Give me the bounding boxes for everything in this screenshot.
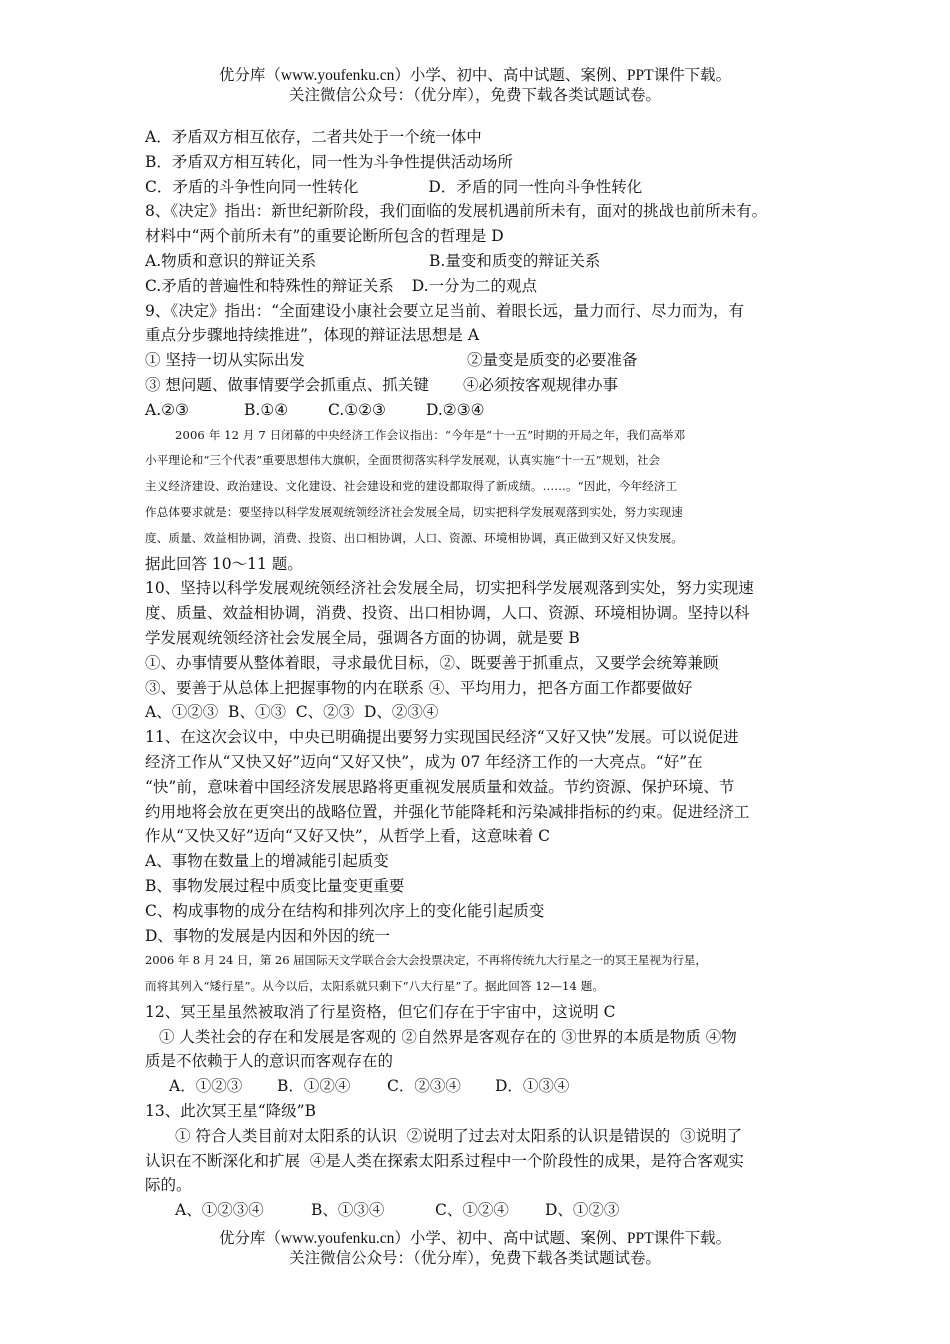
q10-statements-12: ①、办事情要从整体着眼，寻求最优目标，②、既要善于抓重点，又要学会统筹兼顾 bbox=[145, 653, 719, 672]
header-line-2: 关注微信公众号：（优分库），免费下载各类试题试卷。 bbox=[288, 87, 661, 104]
q11-option-c: C、构成事物的成分在结构和排列次序上的变化能引起质变 bbox=[145, 901, 545, 920]
q12-choice-d: D．①③④ bbox=[495, 1077, 570, 1096]
material2-line-1: 2006 年 8 月 24 日，第 26 届国际天文学联合会大会投票决定，不再将传统九大行星之一的冥王星视为行星， bbox=[145, 953, 707, 968]
q7-option-a: A．矛盾双方相互依存，二者共处于一个统一体中 bbox=[145, 128, 482, 146]
header-line-1: 优分库（www.youfenku.cn）小学、初中、高中试题、案例、PPT课件下载。 bbox=[218, 67, 732, 84]
material2-line-2: 而将其列入“矮行星”。从今以后，太阳系就只剩下“八大行星”了。据此回答 12—14 题。 bbox=[145, 979, 605, 994]
q8-option-c: C.矛盾的普遍性和特殊性的辩证关系 bbox=[145, 276, 394, 295]
q8-options-cd bbox=[145, 274, 813, 299]
q11-stem-line-1: 11、在这次会议中，中央已明确提出要努力实现国民经济“又好又快”发展。可以说促进 bbox=[145, 728, 739, 747]
page-header bbox=[0, 66, 950, 106]
q9-statement-1: ① 坚持一切从实际出发 bbox=[145, 351, 305, 370]
q9-statements-12 bbox=[145, 348, 813, 373]
material1-line-3: 主义经济建设、政治建设、文化建设、社会建设和党的建设都取得了新成绩。……。“因此，今年经济工 bbox=[145, 479, 678, 494]
q11-option-a: A、事物在数量上的增减能引起质变 bbox=[145, 852, 389, 871]
q11-option-b: B、事物发展过程中质变比量变更重要 bbox=[145, 876, 405, 895]
material1-line-1: 2006 年 12 月 7 日闭幕的中央经济工作会议指出：“今年是“十一五”时期的开局之年，我们高举邓 bbox=[175, 427, 686, 442]
q9-statements-34 bbox=[145, 373, 813, 398]
q8-options-ab bbox=[145, 249, 813, 274]
q11-stem-line-4: 约用地将会放在更突出的战略位置，并强化节能降耗和污染减排指标的约束。促进经济工 bbox=[145, 802, 750, 821]
q9-stem-line-1: 9、《决定》指出：“全面建设小康社会要立足当前、着眼长远，量力而行、尽力而为，有 bbox=[145, 301, 745, 320]
q13-choices bbox=[145, 1198, 813, 1223]
footer-line-1: 优分库（www.youfenku.cn）小学、初中、高中试题、案例、PPT课件下载。 bbox=[218, 1230, 732, 1247]
q9-choices bbox=[145, 398, 813, 423]
q10-stem-line-1: 10、坚持以科学发展观统领经济社会发展全局，切实把科学发展观落到实处，努力实现速 bbox=[145, 579, 754, 598]
q13-choice-c: C、①②④ bbox=[435, 1201, 509, 1220]
q13-choice-b: B、①③④ bbox=[311, 1201, 385, 1220]
q9-statement-2: ②量变是质变的必要准备 bbox=[467, 351, 638, 370]
q12-choice-b: B．①②④ bbox=[277, 1077, 351, 1096]
q8-stem-line-1: 8、《决定》指出：新世纪新阶段，我们面临的发展机遇前所未有，面对的挑战也前所未有。 bbox=[145, 202, 768, 221]
q10-stem-line-2: 度、质量、效益相协调，消费、投资、出口相协调，人口、资源、环境相协调。坚持以科 bbox=[145, 604, 750, 623]
q7-options-cd bbox=[145, 175, 813, 200]
footer-line-2: 关注微信公众号：（优分库），免费下载各类试题试卷。 bbox=[288, 1250, 661, 1267]
q11-stem-line-5: 作从“又快又好”迈向“又好又快”，从哲学上看，这意味着 C bbox=[145, 827, 550, 846]
q9-stem-line-2: 重点分步骤地持续推进”，体现的辩证法思想是 A bbox=[145, 326, 480, 345]
q10-statements-34: ③、要善于从总体上把握事物的内在联系 ④、平均用力，把各方面工作都要做好 bbox=[145, 678, 693, 697]
q8-option-d: D.一分为二的观点 bbox=[411, 276, 538, 295]
q13-statements-line-1: ① 符合人类目前对太阳系的认识 ②说明了过去对太阳系的认识是错误的 ③说明了 bbox=[175, 1126, 743, 1145]
q9-statement-4: ④必须按客观规律办事 bbox=[462, 375, 618, 394]
q11-option-d: D、事物的发展是内因和外因的统一 bbox=[145, 926, 390, 945]
material1-line-5: 度、质量、效益相协调，消费、投资、出口相协调，人口、资源、环境相协调，真正做到又好又快发展。 bbox=[145, 530, 683, 545]
q13-choice-d: D、①②③ bbox=[545, 1201, 620, 1220]
material1-line-2: 小平理论和“三个代表”重要思想伟大旗帜，全面贯彻落实科学发展观，认真实施“十一五”规划，社会 bbox=[145, 453, 661, 468]
q9-choice-d: D.②③④ bbox=[426, 400, 485, 419]
q13-statements-line-3: 际的。 bbox=[145, 1176, 192, 1195]
q11-stem-line-2: 经济工作从“又快又好”迈向“又好又快”，成为 07 年经济工作的一大亮点。“好”在 bbox=[145, 752, 703, 771]
q13-choice-a: A、①②③④ bbox=[175, 1201, 264, 1220]
q8-option-a: A.物质和意识的辩证关系 bbox=[145, 251, 317, 270]
material1-line-4: 作总体要求就是：要坚持以科学发展观统领经济社会发展全局，切实把科学发展观落到实处，努力实现速 bbox=[145, 504, 683, 519]
q12-choice-c: C．②③④ bbox=[387, 1077, 461, 1096]
q8-stem-line-2: 材料中“两个前所未有”的重要论断所包含的哲理是 D bbox=[145, 227, 504, 246]
document-body bbox=[145, 125, 813, 1223]
q9-statement-3: ③ 想问题、做事情要学会抓重点、抓关键 bbox=[145, 375, 429, 394]
q12-stem: 12、冥王星虽然被取消了行星资格，但它们存在于宇宙中，这说明 C bbox=[145, 1002, 616, 1021]
q7-option-d: D．矛盾的同一性向斗争性转化 bbox=[428, 177, 643, 196]
q12-statements-line-2: 质是不依赖于人的意识而客观存在的 bbox=[145, 1052, 394, 1071]
q12-choices bbox=[145, 1074, 813, 1099]
q9-choice-a: A.②③ bbox=[145, 400, 189, 419]
material1-note: 据此回答 10～11 题。 bbox=[145, 554, 303, 573]
q9-choice-b: B.①④ bbox=[244, 400, 289, 419]
q10-stem-line-3: 学发展观统领经济社会发展全局，强调各方面的协调，就是要 B bbox=[145, 628, 580, 647]
q9-choice-c: C.①②③ bbox=[328, 400, 386, 419]
q10-choices: A、①②③ B、①③ C、②③ D、②③④ bbox=[145, 703, 439, 722]
q11-stem-line-3: “快”前，意味着中国经济发展思路将更重视发展质量和效益。节约资源、保护环境、节 bbox=[145, 777, 735, 796]
q13-stem: 13、此次冥王星“降级”B bbox=[145, 1102, 316, 1121]
page-footer bbox=[0, 1229, 950, 1269]
q7-option-b: B．矛盾双方相互转化，同一性为斗争性提供活动场所 bbox=[145, 152, 513, 171]
q12-statements-line-1: ① 人类社会的存在和发展是客观的 ②自然界是客观存在的 ③世界的本质是物质 ④物 bbox=[159, 1027, 737, 1046]
q8-option-b: B.量变和质变的辩证关系 bbox=[429, 251, 601, 270]
q13-statements-line-2: 认识在不断深化和扩展 ④是人类在探索太阳系过程中一个阶段性的成果，是符合客观实 bbox=[145, 1151, 744, 1170]
q12-choice-a: A．①②③ bbox=[169, 1077, 243, 1096]
q7-option-c: C．矛盾的斗争性向同一性转化 bbox=[145, 177, 359, 196]
